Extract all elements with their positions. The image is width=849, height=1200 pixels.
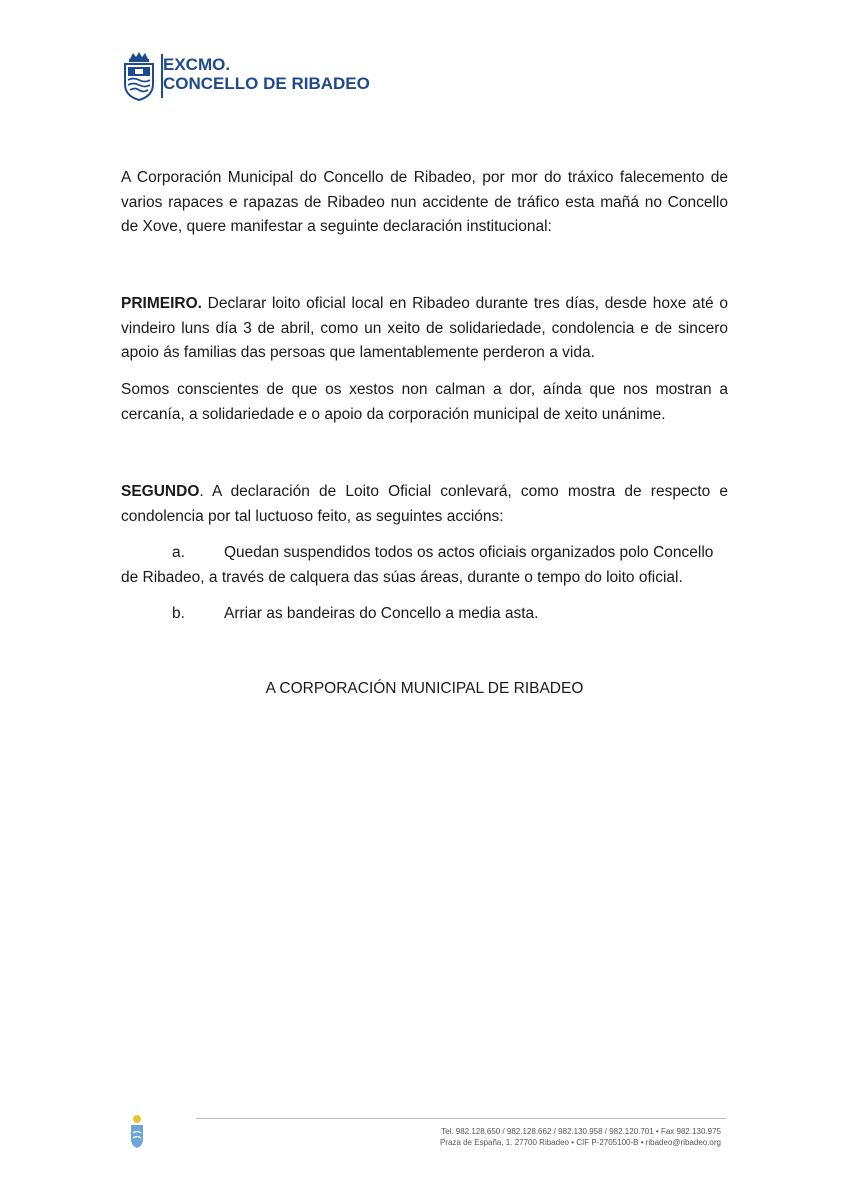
list-item-text: Arriar as bandeiras do Concello a media asta. xyxy=(224,605,539,622)
list-marker: a. xyxy=(172,544,185,561)
footer-phone-line: Tel. 982.128.650 / 982.128.662 / 982.130.958 / 982.120.701 • Fax 982.130.975 xyxy=(441,1127,721,1136)
list-item-text: Quedan suspendidos todos os actos oficiais organizados polo Concello de Ribadeo, a través de calquera das súas áreas, durante o tempo do loito oficial. xyxy=(121,544,714,586)
org-title-line2: CONCELLO DE RIBADEO xyxy=(163,74,370,93)
closing-signature: A CORPORACIÓN MUNICIPAL DE RIBADEO xyxy=(265,680,584,697)
list-item xyxy=(121,541,728,590)
footer-address-line: Praza de España, 1. 27700 Ribadeo • CIF P-2705100-B • ribadeo@ribadeo.org xyxy=(439,1138,721,1147)
segundo-label: SEGUNDO xyxy=(121,483,200,500)
list-item xyxy=(121,602,728,627)
letterhead xyxy=(121,50,421,104)
primeiro-text: Declarar loito oficial local en Ribadeo durante tres días, desde hoxe até o vindeiro luns día 3 de abril, como un xeito de solidariedade, condolencia e de sincero apoio ás familias das persoas que lamentablemente perderon a vida. xyxy=(121,295,728,361)
list-marker: b. xyxy=(172,605,185,622)
coat-of-arms-icon xyxy=(121,50,157,102)
primeiro-paragraph xyxy=(121,292,728,366)
footer-contact xyxy=(440,1126,721,1148)
primeiro-label: PRIMEIRO. xyxy=(121,295,202,312)
somos-paragraph: Somos conscientes de que os xestos non calman a dor, aínda que nos mostran a cercanía, a solidariedade e o apoio da corporación municipal de xeito unánime. xyxy=(121,381,728,423)
segundo-paragraph xyxy=(121,480,728,529)
intro-paragraph: A Corporación Municipal do Concello de Ribadeo, por mor do tráxico falecemento de varios rapaces e rapazas de Ribadeo nun accidente de tráfico esta mañá no Concello de Xove, quere manifestar a seguinte declaración institucional: xyxy=(121,169,728,235)
org-title-line1: EXCMO. xyxy=(163,55,231,74)
organization-name xyxy=(163,55,370,93)
segundo-text: . A declaración de Loito Oficial conlevará, como mostra de respecto e condolencia por tal luctuoso feito, as seguintes accións: xyxy=(121,483,728,525)
municipal-emblem-icon xyxy=(128,1113,146,1149)
footer-divider xyxy=(196,1118,726,1119)
